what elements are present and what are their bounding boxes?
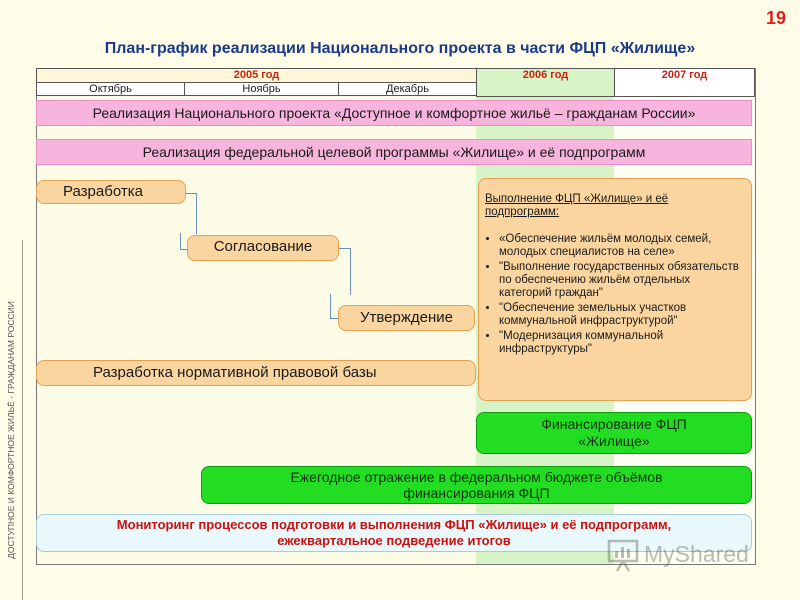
watermark [606,535,766,575]
budget-reflection-bar: Ежегодное отражение в федеральном бюджете объёмов финансирования ФЦП [201,466,752,504]
normative-base-bar: Разработка нормативной правовой базы [36,360,476,386]
month-november: Ноябрь [184,82,339,96]
year-2005-header: 2005 год [36,68,477,83]
fcp-financing-box: Финансирование ФЦП «Жилище» [476,412,752,454]
list-item: • "Модернизация коммунальной инфраструктуры" [499,330,743,356]
watermark-text: MyShared [644,541,749,567]
step-development: Разработка [36,180,186,204]
month-december: Декабрь [338,82,477,96]
monitoring-bar: Мониторинг процессов подготовки и выполнения ФЦП «Жилище» и её подпрограмм, ежеквартальное подведение итогов [36,514,752,552]
side-label: ДОСТУПНОЕ И КОМФОРТНОЕ ЖИЛЬЁ - ГРАЖДАНАМ РОССИИ [6,301,16,559]
presentation-icon [606,537,640,573]
step-confirmation: Утверждение [338,305,475,331]
list-item: • "Обеспечение земельных участков коммунальной инфраструктурой" [499,302,743,328]
fcp-execution-heading: Выполнение ФЦП «Жилище» и её подпрограмм: [485,193,669,218]
page-title: План-график реализации Национального проекта в части ФЦП «Жилище» [104,40,696,57]
list-item: • "Выполнение государственных обязательств по обеспечению жильём отдельных категорий граждан" [499,261,743,300]
list-item: • «Обеспечение жильём молодых семей, молодых специалистов на селе» [499,233,743,259]
flow-connector-1 [186,193,197,234]
month-october: Октябрь [36,82,185,96]
step-approval: Согласование [187,235,339,261]
side-divider [22,240,23,600]
federal-program-bar: Реализация федеральной целевой программы «Жилище» и её подпрограмм [36,139,752,165]
flow-connector-3 [338,248,351,295]
fcp-execution-box [478,178,752,401]
national-project-bar: Реализация Национального проекта «Доступное и комфортное жильё – гражданам России» [36,100,752,126]
fcp-subprogram-list [485,233,743,356]
page-number: 19 [765,8,786,28]
year-2007-header: 2007 год [614,68,755,97]
year-2006-header: 2006 год [476,68,615,97]
